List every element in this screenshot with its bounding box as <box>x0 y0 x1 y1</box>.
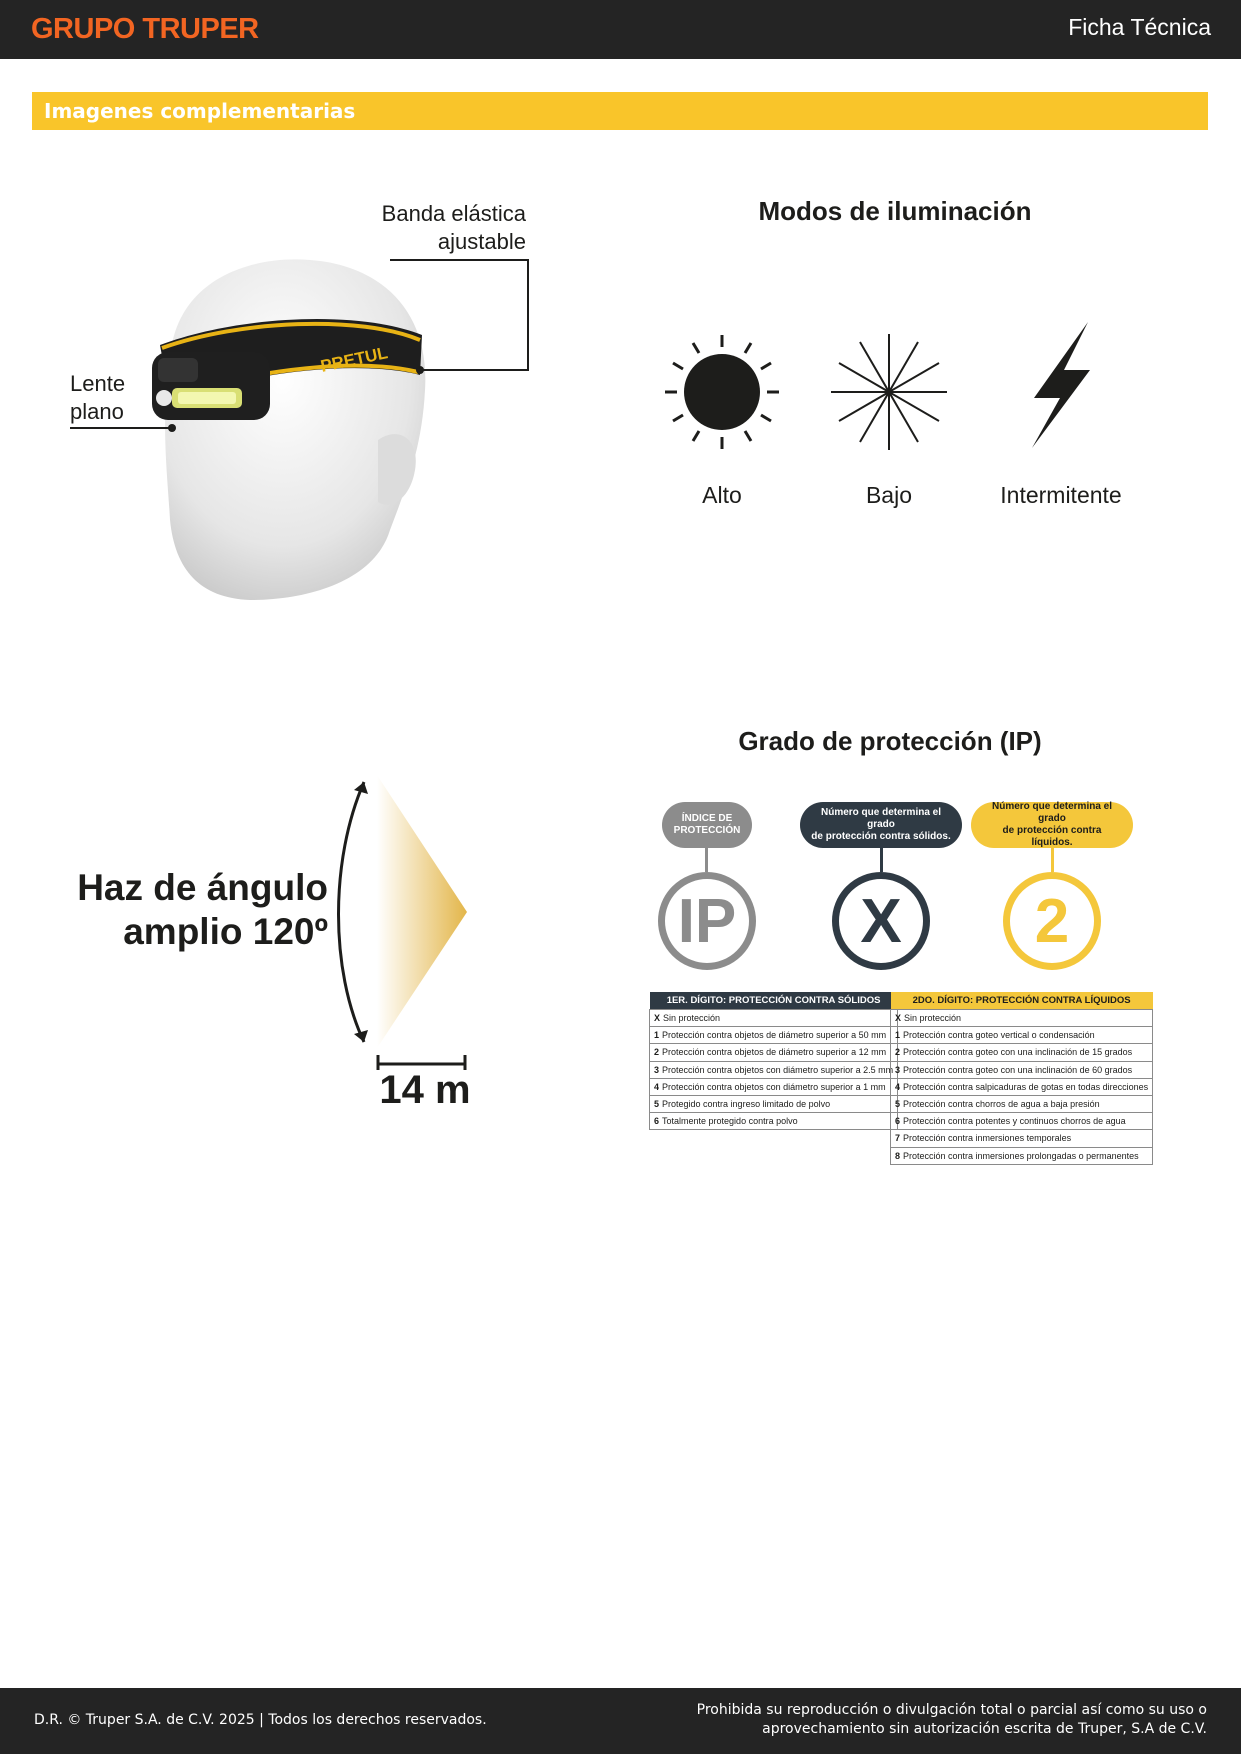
ip-code: 8 <box>895 1150 901 1161</box>
ip-code: 6 <box>895 1116 901 1127</box>
ip-connector-1 <box>705 848 708 872</box>
ip-code: 2 <box>654 1047 660 1058</box>
ip-code: 6 <box>654 1116 660 1127</box>
ip-description: Protección contra inmersiones temporales <box>903 1133 1072 1144</box>
beam-angle-line1: Haz de ángulo <box>77 867 328 908</box>
legal-notice <box>647 1701 1207 1739</box>
ip-description: Protección contra goteo con una inclinación de 15 grados <box>903 1047 1133 1058</box>
ip-solids-pill <box>800 802 962 848</box>
ip-pill-3-line1: Número que determina el grado <box>991 801 1113 824</box>
ip-code: 3 <box>895 1064 901 1075</box>
ip-description: Protección contra goteo vertical o condensación <box>903 1030 1095 1041</box>
ip-description: Protección contra goteo con una inclinación de 60 grados <box>903 1064 1133 1075</box>
ip-code: 5 <box>895 1099 901 1110</box>
ip-description: Protección contra objetos de diámetro superior a 12 mm <box>662 1047 887 1058</box>
table-row <box>891 1130 1153 1147</box>
ip-liquids-table <box>890 992 1153 1165</box>
ip-description: Sin protección <box>663 1013 721 1024</box>
starburst-icon <box>829 332 949 452</box>
ip-pill-1-line1: ÍNDICE DE <box>681 813 733 824</box>
ip-code: 1 <box>895 1030 901 1041</box>
ip-description: Protección contra objetos de diámetro superior a 50 mm <box>662 1030 887 1041</box>
lens-callout-line2: plano <box>70 399 124 424</box>
ip-connector-2 <box>880 848 883 872</box>
table-row <box>891 1027 1153 1044</box>
copyright-notice: D.R. © Truper S.A. de C.V. 2025 | Todos los derechos reservados. <box>34 1712 487 1728</box>
table-row <box>891 1010 1153 1027</box>
ip-ring-index: IP <box>658 872 756 970</box>
ip-pill-3-line2: de protección contra líquidos. <box>1002 825 1102 848</box>
ip-connector-3 <box>1051 848 1054 872</box>
table-row <box>650 1113 898 1130</box>
lens-callout <box>70 370 150 426</box>
ip-description: Sin protección <box>904 1013 962 1024</box>
ip-description: Protegido contra ingreso limitado de polvo <box>662 1099 831 1110</box>
ip-ring-liquids: 2 <box>1003 872 1101 970</box>
table-row <box>891 1095 1153 1112</box>
band-callout-line2: ajustable <box>437 229 526 254</box>
table-row <box>650 1027 898 1044</box>
band-brand-label: PRETUL <box>318 343 390 376</box>
ip-liquids-header: 2DO. DÍGITO: PROTECCIÓN CONTRA LÍQUIDOS <box>891 992 1153 1010</box>
table-row <box>891 1044 1153 1061</box>
ip-code: 1 <box>654 1030 660 1041</box>
section-title: Imagenes complementarias <box>44 99 356 123</box>
band-callout-line1: Banda elástica <box>381 201 526 226</box>
mode-label-low: Bajo <box>865 482 913 508</box>
ip-description: Protección contra potentes y continuos chorros de agua <box>903 1116 1126 1127</box>
table-row <box>891 1147 1153 1164</box>
ip-description: Protección contra inmersiones prolongadas o permanentes <box>903 1150 1139 1161</box>
table-row <box>650 1095 898 1112</box>
ip-description: Protección contra chorros de agua a baja presión <box>903 1099 1100 1110</box>
modes-title: Modos de iluminación <box>758 196 1032 226</box>
ip-description: Protección contra objetos con diámetro superior a 1 mm <box>662 1081 886 1092</box>
table-row <box>650 1061 898 1078</box>
section-title-bar <box>32 92 1208 130</box>
ip-solids-header: 1ER. DÍGITO: PROTECCIÓN CONTRA SÓLIDOS <box>650 992 898 1010</box>
sun-filled-icon <box>662 332 782 452</box>
ip-title: Grado de protección (IP) <box>738 726 1042 756</box>
page-header <box>0 0 1241 59</box>
table-row <box>650 1010 898 1027</box>
beam-angle-label <box>60 866 328 954</box>
beam-angle-line2: amplio 120º <box>123 911 328 952</box>
beam-angle-diagram <box>330 770 500 1070</box>
lightning-icon <box>1020 320 1100 450</box>
ip-liquids-pill <box>971 802 1133 848</box>
table-row <box>650 1044 898 1061</box>
ip-code: 5 <box>654 1099 660 1110</box>
ip-code: 7 <box>895 1133 901 1144</box>
document-type: Ficha Técnica <box>1068 14 1211 40</box>
legal-notice-line1: Prohibida su reproducción o divulgación total o parcial así como su uso o <box>696 1702 1207 1718</box>
ip-solids-table <box>649 992 901 1130</box>
ip-code: 4 <box>654 1081 660 1092</box>
ip-description: Totalmente protegido contra polvo <box>662 1116 798 1127</box>
ip-code: X <box>654 1013 661 1024</box>
ip-index-pill <box>662 802 752 848</box>
ip-code: 4 <box>895 1081 901 1092</box>
table-row <box>891 1113 1153 1130</box>
mode-label-high: Alto <box>702 482 742 508</box>
ip-description: Protección contra objetos con diámetro superior a 2.5 mm <box>662 1064 894 1075</box>
lens-callout-line1: Lente <box>70 371 126 396</box>
table-row <box>891 1061 1153 1078</box>
ip-code: 3 <box>654 1064 660 1075</box>
table-row <box>650 1078 898 1095</box>
ip-description: Protección contra salpicaduras de gotas en todas direcciones <box>903 1081 1149 1092</box>
beam-distance-label: 14 m <box>379 1068 471 1112</box>
brand-logo: GRUPO TRUPER <box>31 13 259 45</box>
mode-label-flash: Intermitente <box>1000 482 1122 508</box>
ip-ring-solids: X <box>832 872 930 970</box>
ip-pill-2-line1: Número que determina el grado <box>820 807 942 830</box>
ip-code: X <box>895 1013 902 1024</box>
band-callout <box>370 200 526 256</box>
ip-pill-1-line2: PROTECCIÓN <box>673 825 741 836</box>
ip-code: 2 <box>895 1047 901 1058</box>
table-row <box>891 1078 1153 1095</box>
page-footer <box>0 1688 1241 1754</box>
ip-pill-2-line2: de protección contra sólidos. <box>811 831 951 842</box>
legal-notice-line2: aprovechamiento sin autorización escrita de Truper, S.A de C.V. <box>762 1721 1207 1737</box>
